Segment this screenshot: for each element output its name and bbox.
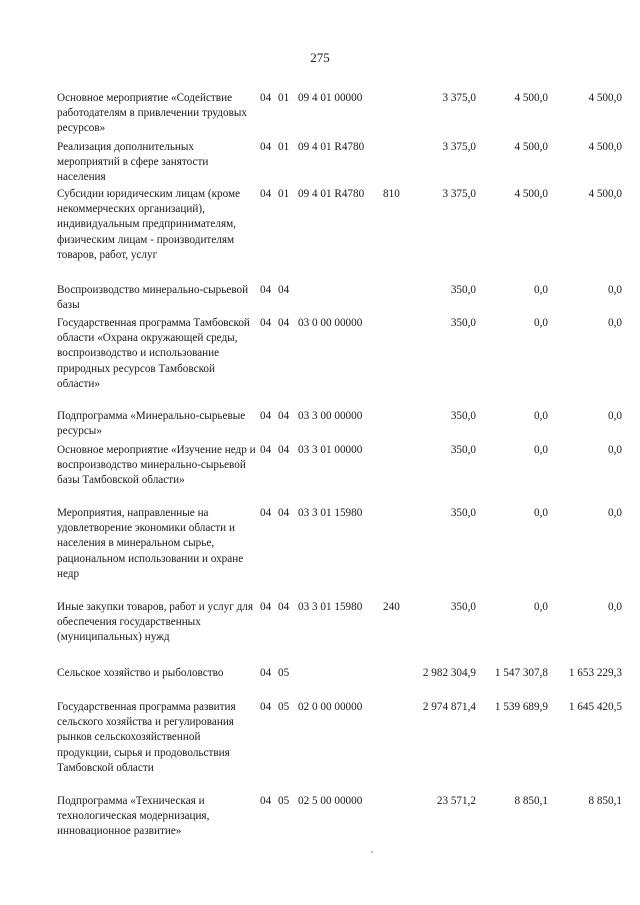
scan-speck [371,851,373,853]
row-name: Субсидии юридическим лицам (кроме некоммерческих организаций), индивидуальным предпринимателям, физическим лицам - производителям товаров, работ, услуг [57,188,241,261]
row-name: Сельское хозяйство и рыболовство [57,667,224,679]
row-value-1: 350,0 [450,444,476,456]
row-section: 04 [260,410,272,422]
row-code: 02 0 00 00000 [298,701,363,713]
row-value-2: 0,0 [534,410,548,422]
row-code: 03 0 00 00000 [298,317,363,329]
row-value-2: 0,0 [534,284,548,296]
row-name: Мероприятия, направленные на удовлетворение экономики области и населения в минеральном сырье, рациональном использовании и охране недр [57,507,244,580]
row-value-3: 0,0 [608,507,622,519]
row-value-3: 0,0 [608,444,622,456]
row-section: 04 [260,284,272,296]
row-value-1: 2 974 871,4 [422,701,476,713]
row-value-2: 4 500,0 [514,188,548,200]
row-value-2: 0,0 [534,507,548,519]
row-section: 04 [260,795,272,807]
row-name: Государственная программа развития сельского хозяйства и регулирования рынков сельскохозяйственной продукции, сырья и продовольствия Тамбовской области [57,701,236,774]
row-value-3: 0,0 [608,410,622,422]
row-name: Государственная программа Тамбовской области «Охрана окружающей среды, воспроизводство и использование природных ресурсов Тамбовской области» [57,317,250,390]
row-value-3: 0,0 [608,317,622,329]
row-section: 04 [260,188,272,200]
row-code: 09 4 01 R4780 [298,141,365,153]
row-value-2: 1 539 689,9 [494,701,548,713]
row-section: 04 [260,444,272,456]
row-value-3: 1 653 229,3 [568,667,622,679]
row-value-2: 1 547 307,8 [494,667,548,679]
row-subsection: 04 [278,507,290,519]
row-section: 04 [260,667,272,679]
row-subsection: 01 [278,92,290,104]
row-name: Воспроизводство минерально-сырьевой базы [57,284,249,312]
row-name: Основное мероприятие «Изучение недр и воспроизводство минерально-сырьевой базы Тамбовской области» [57,444,256,487]
row-code: 09 4 01 00000 [298,92,363,104]
row-subsection: 04 [278,444,290,456]
row-subsection: 04 [278,284,290,296]
row-value-3: 0,0 [608,284,622,296]
row-value-1: 2 982 304,9 [422,667,476,679]
row-value-1: 23 571,2 [436,795,476,807]
row-value-1: 3 375,0 [442,92,476,104]
row-section: 04 [260,92,272,104]
row-subsection: 04 [278,601,290,613]
row-expense-type: 240 [383,601,400,613]
row-code: 09 4 01 R4780 [298,188,365,200]
row-value-3: 4 500,0 [588,141,622,153]
row-value-1: 350,0 [450,601,476,613]
row-section: 04 [260,507,272,519]
row-expense-type: 810 [383,188,400,200]
row-subsection: 05 [278,701,290,713]
row-value-3: 8 850,1 [588,795,622,807]
row-section: 04 [260,141,272,153]
row-name: Подпрограмма «Техническая и технологическая модернизация, инновационное развитие» [57,795,210,838]
row-value-1: 3 375,0 [442,188,476,200]
row-value-1: 350,0 [450,317,476,329]
row-code: 03 3 01 00000 [298,444,363,456]
row-subsection: 04 [278,317,290,329]
row-subsection: 05 [278,667,290,679]
row-value-2: 0,0 [534,601,548,613]
row-value-1: 350,0 [450,284,476,296]
row-value-3: 0,0 [608,601,622,613]
row-value-3: 1 645 420,5 [568,701,622,713]
row-value-2: 8 850,1 [514,795,548,807]
row-subsection: 05 [278,795,290,807]
row-code: 02 5 00 00000 [298,795,363,807]
row-value-2: 4 500,0 [514,141,548,153]
row-name: Подпрограмма «Минерально-сырьевые ресурсы» [57,410,246,438]
row-subsection: 01 [278,188,290,200]
row-value-1: 350,0 [450,507,476,519]
row-code: 03 3 01 15980 [298,507,363,519]
row-section: 04 [260,701,272,713]
row-value-2: 0,0 [534,317,548,329]
page-number: 275 [310,50,330,65]
row-code: 03 3 01 15980 [298,601,363,613]
row-value-1: 350,0 [450,410,476,422]
row-value-3: 4 500,0 [588,188,622,200]
row-section: 04 [260,601,272,613]
row-code: 03 3 00 00000 [298,410,363,422]
row-subsection: 01 [278,141,290,153]
row-value-1: 3 375,0 [442,141,476,153]
row-section: 04 [260,317,272,329]
row-name: Реализация дополнительных мероприятий в сфере занятости населения [57,141,209,184]
row-name: Иные закупки товаров, работ и услуг для обеспечения государственных (муниципальных) нужд [57,601,254,644]
row-value-2: 0,0 [534,444,548,456]
row-value-3: 4 500,0 [588,92,622,104]
row-subsection: 04 [278,410,290,422]
row-name: Основное мероприятие «Содействие работодателям в привлечении трудовых ресурсов» [57,92,247,135]
row-value-2: 4 500,0 [514,92,548,104]
